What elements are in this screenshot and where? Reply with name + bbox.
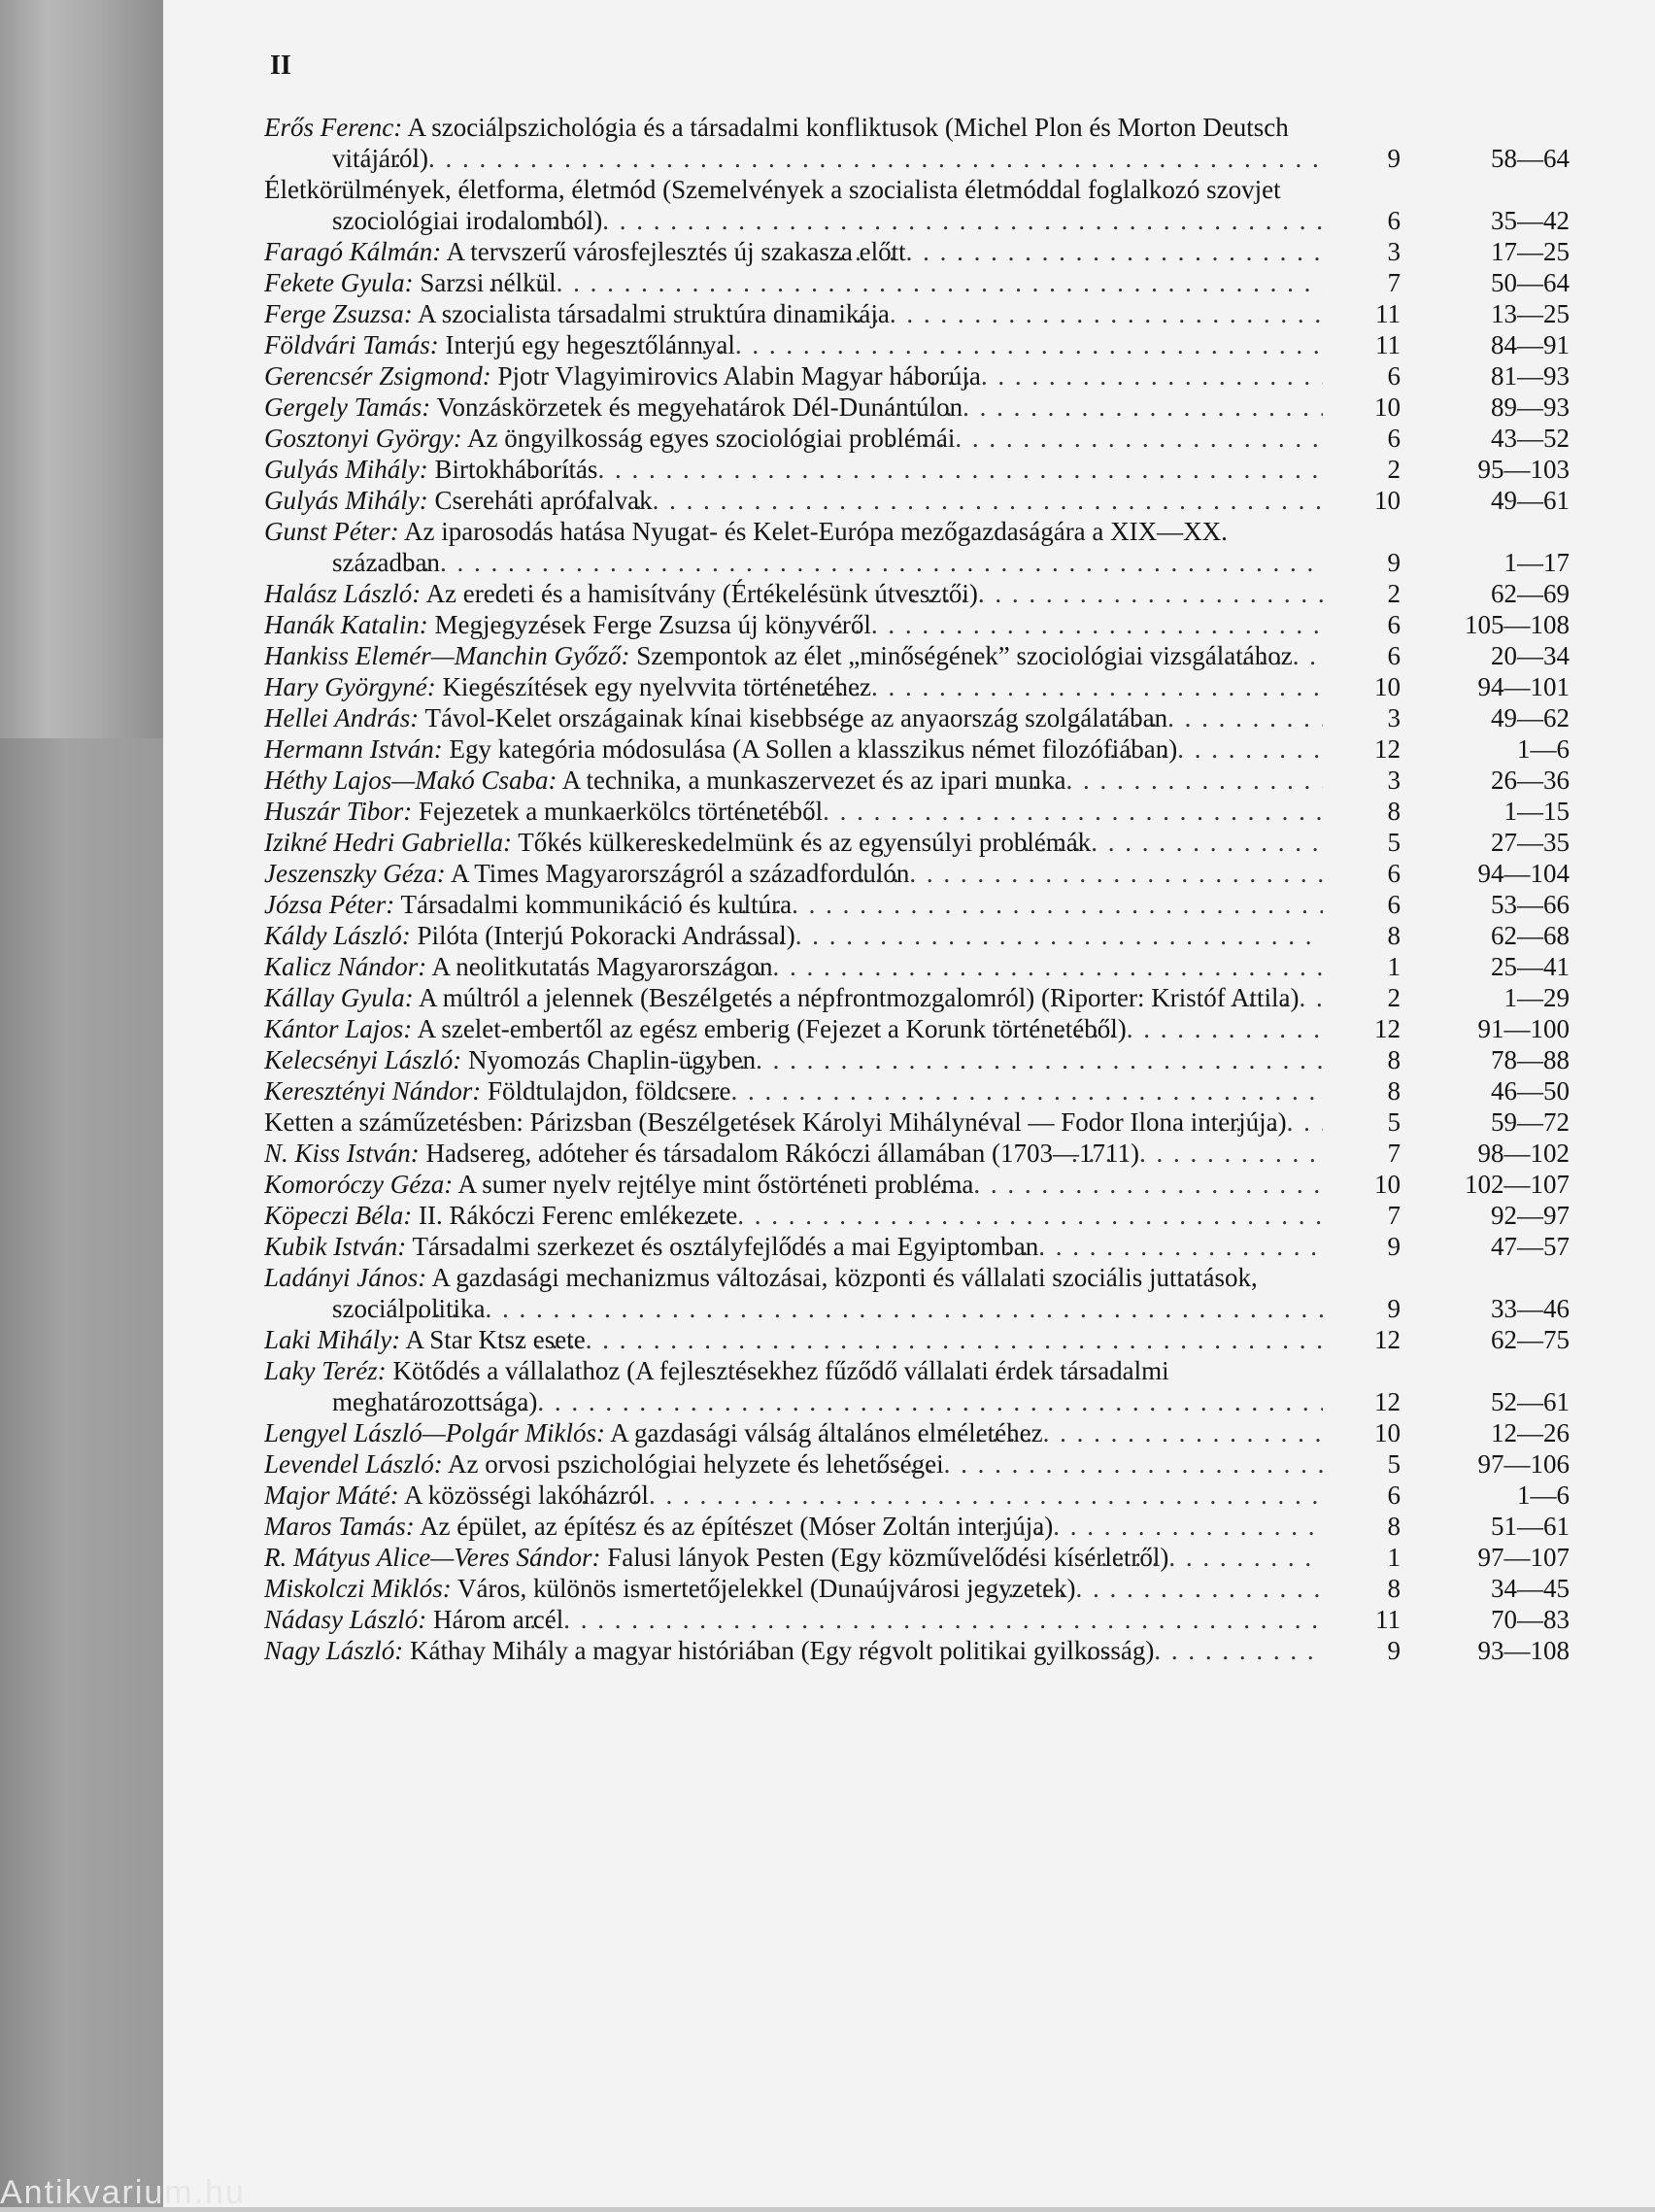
index-entry [264,1417,1604,1448]
entry-issue-number: 10 [1374,1170,1401,1199]
entry-author: Miskolczi Miklós: [264,1574,452,1603]
entry-author: Nagy László: [264,1636,404,1665]
entry-page-range: 51—61 [1491,1512,1570,1541]
index-entries [264,112,1604,1666]
index-entry [264,454,1604,485]
entry-author: Gunst Péter: [264,517,399,546]
entry-page-range: 47—57 [1491,1232,1570,1261]
entry-page-range: 93—108 [1477,1636,1570,1665]
entry-issue-number: 3 [1387,703,1401,732]
entry-title: A múltról a jelennek (Beszélgetés a népfrontmozgalomról) (Riporter: Kristóf Attila) . . . [419,983,1300,1012]
entry-issue-number: 9 [1387,548,1401,577]
entry-page-range: 43—52 [1491,424,1570,453]
entry-text [264,1324,1323,1355]
entry-page-range: 26—36 [1491,766,1570,795]
entry-author: Gulyás Mihály: [264,486,428,515]
entry-title: Egy kategória módosulása (A Sollen a klasszikus német filozófiában) . . . [449,734,1177,764]
entry-issue-number: 6 [1387,890,1401,919]
entry-issue-number: 2 [1387,579,1401,608]
entry-text [264,423,1323,454]
entry-title: Város, különös ismertetőjelekkel (Dunaújvárosi jegyzetek) . . . [457,1574,1076,1603]
entry-issue-number: 1 [1387,1543,1401,1572]
entry-issue-number: 6 [1387,361,1401,391]
entry-issue-number: 1 [1387,952,1401,981]
entry-page-range: 49—62 [1491,703,1570,732]
entry-text [264,578,1323,609]
entry-issue-number: 8 [1387,1045,1401,1074]
entry-text [264,1355,1323,1417]
index-entry [264,1138,1604,1169]
entry-title: Életkörülmények, életforma, életmód (Szemelvények a szocialista életmóddal foglalkozó szovjet szociológiai irodalomból) . . . [264,175,1281,235]
entry-title: A gazdasági válság általános elméletéhez . . . [610,1418,1042,1447]
index-entry [264,1480,1604,1511]
entry-author: Izikné Hedri Gabriella: [264,828,512,857]
index-entry [264,1013,1604,1044]
entry-author: R. Mátyus Alice—Veres Sándor: [264,1543,601,1572]
entry-title: A sumer nyelv rejtélye mint őstörténeti probléma . . . [458,1170,974,1199]
entry-text [264,1169,1323,1200]
entry-text [264,671,1323,702]
entry-page-range: 84—91 [1491,330,1570,359]
entry-title: A neolitkutatás Magyarországon . . . [432,952,773,981]
index-entry [264,1448,1604,1480]
entry-issue-number: 6 [1387,206,1401,235]
entry-page-range: 17—25 [1491,237,1570,266]
entry-title: Kötődés a vállalathoz (A fejlesztésekhez fűződő vállalati érdek társadalmi meghatározottsága) . . . [332,1356,1169,1416]
document-page [163,0,1655,2207]
entry-page-range: 49—61 [1491,486,1570,515]
entry-title: Társadalmi kommunikáció és kultúra . . . [400,890,792,919]
entry-author: Huszár Tibor: [264,797,413,826]
entry-issue-number: 7 [1387,1139,1401,1168]
index-entry [264,640,1604,671]
entry-title: A tervszerű városfejlesztés új szakasza előtt . . . [447,237,906,266]
entry-text [264,889,1323,920]
entry-text [264,1542,1323,1573]
entry-page-range: 25—41 [1491,952,1570,981]
index-entry [264,609,1604,640]
index-entry [264,1044,1604,1075]
index-entry [264,578,1604,609]
entry-author: N. Kiss István: [264,1139,420,1168]
entry-author: Kelecsényi László: [264,1045,462,1074]
entry-page-range: 92—97 [1491,1201,1570,1230]
entry-page-range: 35—42 [1491,206,1570,235]
index-entry [264,1511,1604,1542]
index-entry [264,1106,1604,1138]
index-entry [264,174,1604,236]
entry-author: Nádasy László: [264,1605,427,1634]
entry-title: Pilóta (Interjú Pokoracki Andrással) . . . [418,921,795,950]
entry-title: Az eredeti és a hamisítvány (Értékelésünk útvesztői) . . . [426,579,978,608]
entry-text [264,1480,1323,1511]
entry-author: Levendel László: [264,1449,443,1479]
index-entry [264,796,1604,827]
index-entry [264,1324,1604,1355]
entry-text [264,485,1323,516]
entry-text [264,1511,1323,1542]
index-entry [264,920,1604,951]
index-entry [264,889,1604,920]
entry-text [264,454,1323,485]
entry-text [264,920,1323,951]
entry-title: Birtokháborítás . . . [434,455,597,484]
entry-page-range: 62—75 [1491,1325,1570,1354]
entry-page-range: 53—66 [1491,890,1570,919]
entry-page-range: 1—29 [1503,983,1570,1012]
entry-author: Hellei András: [264,703,420,732]
entry-issue-number: 9 [1387,144,1401,173]
index-entry [264,982,1604,1013]
entry-title: A szocialista társadalmi struktúra dinamikája . . . [418,299,890,328]
entry-issue-number: 10 [1374,1418,1401,1447]
entry-issue-number: 11 [1375,299,1401,328]
entry-author: Hanák Katalin: [264,610,428,639]
index-entry [264,1231,1604,1262]
entry-text [264,1044,1323,1075]
entry-title: Az öngyilkosság egyes szociológiai problémái . . . [467,424,955,453]
entry-text [264,1448,1323,1480]
entry-page-range: 1—6 [1517,734,1570,764]
entry-title: A szelet-embertől az egész emberig (Fejezet a Korunk történetéből) . . . [418,1014,1127,1043]
entry-author: Héthy Lajos—Makó Csaba: [264,766,557,795]
entry-text [264,174,1323,236]
entry-text [264,1262,1323,1324]
index-entry [264,827,1604,858]
entry-issue-number: 11 [1375,330,1401,359]
entry-title: Tőkés külkereskedelmünk és az egyensúlyi problémák . . . [518,828,1091,857]
entry-author: Józsa Péter: [264,890,395,919]
entry-issue-number: 5 [1387,1449,1401,1479]
entry-page-range: 58—64 [1491,144,1570,173]
entry-author: Gulyás Mihály: [264,455,428,484]
entry-page-range: 1—15 [1503,797,1570,826]
entry-author: Köpeczi Béla: [264,1201,413,1230]
entry-title: Kiegészítések egy nyelvvita történetéhez . . . [442,672,871,701]
entry-author: Gergely Tamás: [264,392,431,422]
entry-issue-number: 12 [1374,1325,1401,1354]
index-entry [264,112,1604,174]
book-spine-shadow [0,738,163,2207]
entry-author: Gosztonyi György: [264,424,462,453]
entry-author: Jeszenszky Géza: [264,859,446,888]
entry-title: Interjú egy hegesztőlánnyal . . . [446,330,735,359]
entry-title: Távol-Kelet országainak kínai kisebbsége az anyaország szolgálatában . . . [425,703,1168,732]
entry-author: Maros Tamás: [264,1512,415,1541]
entry-text [264,609,1323,640]
index-entry [264,298,1604,329]
entry-title: Hadsereg, adóteher és társadalom Rákóczi államában (1703—1711) . . . [426,1139,1139,1168]
entry-author: Hermann István: [264,734,443,764]
entry-page-range: 102—107 [1465,1170,1570,1199]
entry-title: Az orvosi pszichológiai helyzete és lehetőségei . . . [448,1449,944,1479]
entry-issue-number: 6 [1387,641,1401,670]
entry-issue-number: 9 [1387,1294,1401,1323]
entry-page-range: 33—46 [1491,1294,1570,1323]
entry-issue-number: 8 [1387,921,1401,950]
entry-issue-number: 3 [1387,766,1401,795]
entry-page-range: 34—45 [1491,1574,1570,1603]
index-entry [264,267,1604,298]
entry-text [264,1604,1323,1635]
entry-text [264,765,1323,796]
entry-title: Pjotr Vlagyimirovics Alabin Magyar háborúja . . . [497,361,980,391]
entry-text [264,391,1323,423]
entry-author: Laky Teréz: [264,1356,387,1385]
index-entry [264,951,1604,982]
entry-title: A technika, a munkaszervezet és az ipari munka . . . [562,766,1066,795]
entry-text [264,733,1323,765]
entry-page-range: 81—93 [1491,361,1570,391]
entry-page-range: 105—108 [1465,610,1570,639]
index-entry [264,329,1604,360]
entry-title: Csereháti aprófalvak . . . [434,486,652,515]
entry-text [264,516,1323,578]
entry-text [264,360,1323,391]
entry-text [264,1138,1323,1169]
index-entry [264,1542,1604,1573]
entry-author: Kubik István: [264,1232,407,1261]
entry-issue-number: 8 [1387,1076,1401,1106]
index-entry [264,733,1604,765]
entry-issue-number: 8 [1387,1574,1401,1603]
entry-text [264,640,1323,671]
index-entry [264,485,1604,516]
entry-text [264,1106,1323,1138]
index-entry [264,858,1604,889]
entry-text [264,1013,1323,1044]
entry-page-range: 95—103 [1477,455,1570,484]
index-entry [264,1200,1604,1231]
entry-author: Kántor Lajos: [264,1014,413,1043]
entry-page-range: 52—61 [1491,1387,1570,1416]
entry-issue-number: 7 [1387,268,1401,297]
entry-text [264,982,1323,1013]
entry-page-range: 62—68 [1491,921,1570,950]
entry-title: Vonzáskörzetek és megyehatárok Dél-Dunántúlon . . . [437,392,963,422]
entry-text [264,1635,1323,1666]
entry-title: Nyomozás Chaplin-ügyben . . . [468,1045,756,1074]
entry-title: A Times Magyarországról a századfordulón . . . [451,859,909,888]
entry-title: Az épület, az építész és az építészet (Móser Zoltán interjúja) . . . [420,1512,1053,1541]
entry-author: Ferge Zsuzsa: [264,299,413,328]
index-entry [264,1262,1604,1324]
entry-page-range: 97—106 [1477,1449,1570,1479]
entry-author: Kalicz Nándor: [264,952,427,981]
entry-title: II. Rákóczi Ferenc emlékezete . . . [419,1201,737,1230]
entry-page-range: 91—100 [1477,1014,1570,1043]
entry-author: Laki Mihály: [264,1325,401,1354]
entry-page-range: 20—34 [1491,641,1570,670]
entry-title: Ketten a száműzetésben: Párizsban (Beszélgetések Károlyi Mihálynéval — Fodor Ilona interjúja) . . . [264,1107,1287,1137]
entry-author: Földvári Tamás: [264,330,439,359]
index-entry [264,236,1604,267]
entry-author: Káldy László: [264,921,411,950]
index-entry [264,1573,1604,1604]
entry-page-range: 97—107 [1477,1543,1570,1572]
entry-text [264,236,1323,267]
entry-issue-number: 5 [1387,1107,1401,1137]
entry-text [264,827,1323,858]
entry-text [264,1231,1323,1262]
entry-author: Hary Györgyné: [264,672,436,701]
entry-text [264,298,1323,329]
entry-page-range: 46—50 [1491,1076,1570,1106]
entry-issue-number: 5 [1387,828,1401,857]
entry-issue-number: 6 [1387,1480,1401,1510]
entry-text [264,329,1323,360]
page-number: II [270,51,291,81]
entry-issue-number: 6 [1387,859,1401,888]
entry-author: Komoróczy Géza: [264,1170,454,1199]
watermark: Antikvarium.hu [0,2174,246,2211]
entry-issue-number: 12 [1374,1387,1401,1416]
index-entry [264,1169,1604,1200]
entry-page-range: 13—25 [1491,299,1570,328]
entry-page-range: 59—72 [1491,1107,1570,1137]
entry-author: Gerencsér Zsigmond: [264,361,491,391]
entry-issue-number: 10 [1374,486,1401,515]
entry-author: Ladányi János: [264,1263,427,1292]
entry-issue-number: 9 [1387,1636,1401,1665]
index-entry [264,360,1604,391]
entry-issue-number: 12 [1374,734,1401,764]
entry-issue-number: 3 [1387,237,1401,266]
entry-issue-number: 2 [1387,455,1401,484]
entry-title: Három arcél . . . [433,1605,563,1634]
entry-author: Lengyel László—Polgár Miklós: [264,1418,605,1447]
entry-title: Megjegyzések Ferge Zsuzsa új könyvéről . . . [435,610,871,639]
entry-author: Fekete Gyula: [264,268,414,297]
entry-page-range: 78—88 [1491,1045,1570,1074]
entry-title: A szociálpszichológia és a társadalmi konfliktusok (Michel Plon és Morton Deutsch vitájáról) . . . [332,113,1289,173]
entry-title: A Star Ktsz esete . . . [406,1325,586,1354]
entry-author: Erős Ferenc: [264,113,403,142]
entry-title: Szempontok az élet „minőségének” szociológiai vizsgálatához . . . [636,641,1293,670]
entry-title: Falusi lányok Pesten (Egy közművelődési kísérletről) . . . [607,1543,1168,1572]
entry-page-range: 94—104 [1477,859,1570,888]
entry-text [264,1075,1323,1106]
entry-page-range: 94—101 [1477,672,1570,701]
entry-issue-number: 9 [1387,1232,1401,1261]
entry-author: Major Máté: [264,1480,399,1510]
entry-author: Hankiss Elemér—Manchin Győző: [264,641,630,670]
index-entry [264,702,1604,733]
entry-page-range: 62—69 [1491,579,1570,608]
entry-author: Halász László: [264,579,422,608]
index-entry [264,671,1604,702]
entry-page-range: 89—93 [1491,392,1570,422]
entry-text [264,702,1323,733]
entry-text [264,951,1323,982]
entry-title: Társadalmi szerkezet és osztályfejlődés a mai Egyiptomban . . . [413,1232,1039,1261]
entry-issue-number: 12 [1374,1014,1401,1043]
entry-issue-number: 6 [1387,610,1401,639]
entry-text [264,267,1323,298]
index-entry [264,423,1604,454]
index-entry [264,391,1604,423]
entry-page-range: 70—83 [1491,1605,1570,1634]
index-entry [264,765,1604,796]
entry-page-range: 50—64 [1491,268,1570,297]
entry-text [264,858,1323,889]
index-entry [264,1604,1604,1635]
entry-title: Az iparosodás hatása Nyugat- és Kelet-Európa mezőgazdaságára a XIX—XX. században . . . [332,517,1228,577]
entry-issue-number: 7 [1387,1201,1401,1230]
entry-title: Földtulajdon, földcsere . . . [488,1076,730,1106]
entry-text [264,1200,1323,1231]
entry-issue-number: 11 [1375,1605,1401,1634]
entry-text [264,1417,1323,1448]
entry-page-range: 27—35 [1491,828,1570,857]
index-entry [264,1075,1604,1106]
entry-author: Keresztényi Nándor: [264,1076,482,1106]
entry-title: A gazdasági mechanizmus változásai, központi és vállalati szociális juttatások, szociálpolitika . . . [332,1263,1258,1323]
entry-page-range: 98—102 [1477,1139,1570,1168]
entry-issue-number: 10 [1374,672,1401,701]
index-entry [264,516,1604,578]
entry-title: A közösségi lakóházról . . . [404,1480,649,1510]
entry-page-range: 1—6 [1517,1480,1570,1510]
entry-issue-number: 2 [1387,983,1401,1012]
entry-issue-number: 8 [1387,797,1401,826]
entry-issue-number: 10 [1374,392,1401,422]
entry-text [264,1573,1323,1604]
entry-page-range: 1—17 [1503,548,1570,577]
entry-issue-number: 8 [1387,1512,1401,1541]
entry-title: Sarzsi nélkül . . . [420,268,556,297]
entry-author: Faragó Kálmán: [264,237,442,266]
index-entry [264,1635,1604,1666]
entry-issue-number: 6 [1387,424,1401,453]
entry-text [264,796,1323,827]
entry-author: Kállay Gyula: [264,983,414,1012]
index-entry [264,1355,1604,1417]
entry-title: Káthay Mihály a magyar históriában (Egy régvolt politikai gyilkosság) . . . [410,1636,1154,1665]
entry-page-range: 12—26 [1491,1418,1570,1447]
entry-text [264,112,1323,174]
entry-title: Fejezetek a munkaerkölcs történetéből . . . [419,797,823,826]
